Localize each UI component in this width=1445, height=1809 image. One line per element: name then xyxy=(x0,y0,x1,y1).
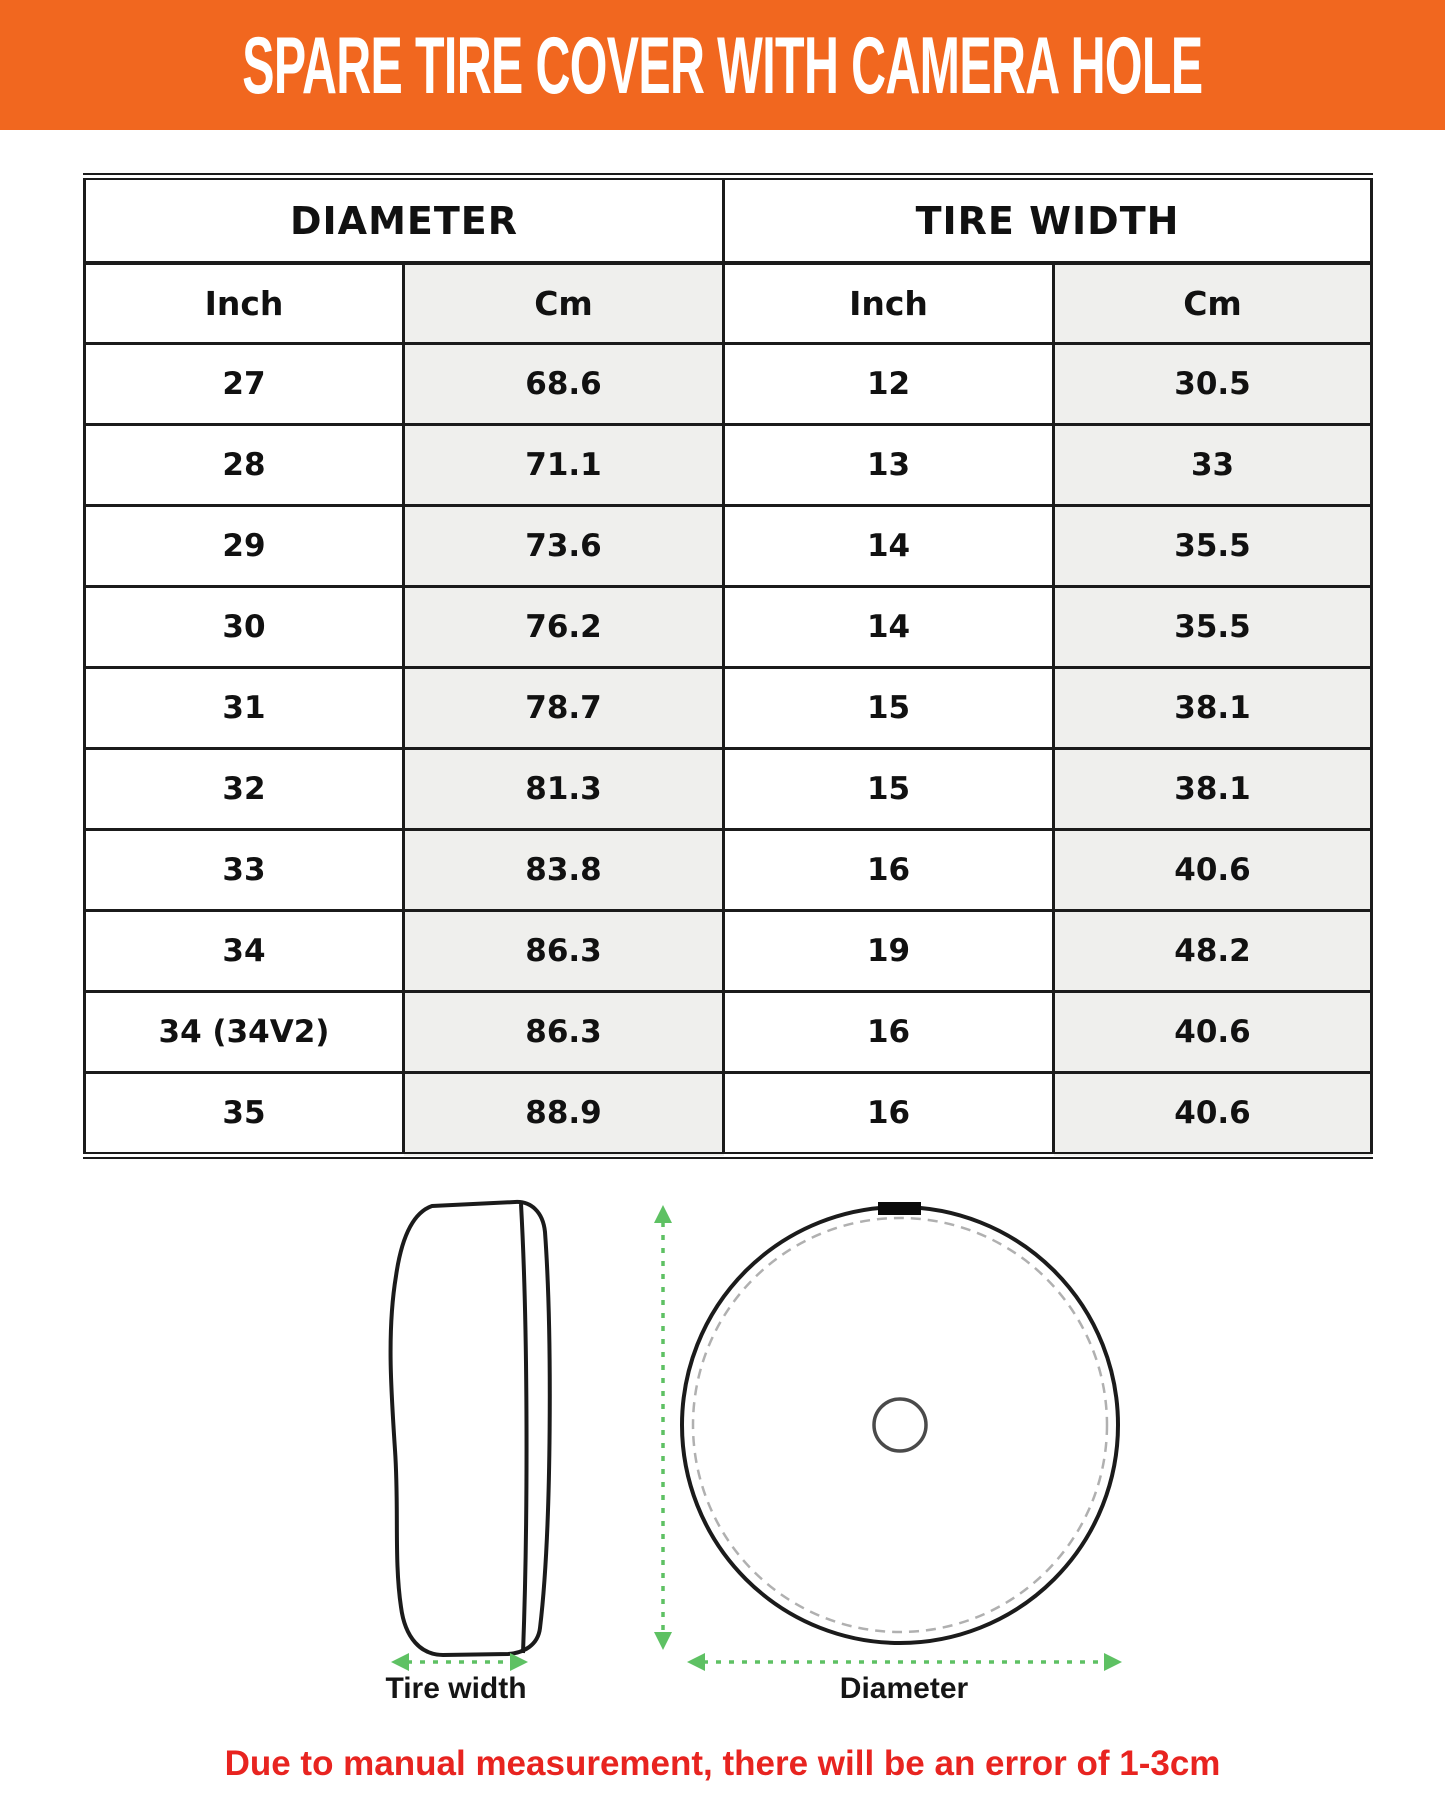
width-cm-cell: 40.6 xyxy=(1054,992,1372,1073)
width-inch-cell: 13 xyxy=(724,425,1054,506)
width-cm-cell: 40.6 xyxy=(1054,830,1372,911)
column-header-diameter-inch: Inch xyxy=(85,263,404,344)
column-header-diameter-cm: Cm xyxy=(404,263,724,344)
diameter-cm-cell: 86.3 xyxy=(404,992,724,1073)
width-inch-cell: 14 xyxy=(724,587,1054,668)
width-inch-cell: 16 xyxy=(724,830,1054,911)
disclaimer-text: Due to manual measurement, there will be an error of 1-3cm xyxy=(224,1744,1221,1783)
diameter-inch-cell: 31 xyxy=(85,668,404,749)
width-inch-cell: 14 xyxy=(724,506,1054,587)
diameter-cm-cell: 68.6 xyxy=(404,344,724,425)
diameter-cm-cell: 71.1 xyxy=(404,425,724,506)
top-marker xyxy=(878,1202,921,1215)
camera-hole xyxy=(874,1399,926,1451)
diameter-cm-cell: 73.6 xyxy=(404,506,724,587)
diameter-label: Diameter xyxy=(839,1672,969,1705)
width-inch-cell: 19 xyxy=(724,911,1054,992)
diameter-header: DIAMETER xyxy=(85,177,724,264)
column-header-width-inch: Inch xyxy=(724,263,1054,344)
diameter-cm-cell: 88.9 xyxy=(404,1073,724,1156)
diameter-inch-cell: 34 xyxy=(85,911,404,992)
diameter-arrow-vertical xyxy=(654,1205,672,1650)
tire-width-label: Tire width xyxy=(385,1672,527,1705)
tire-width-header: TIRE WIDTH xyxy=(724,177,1372,264)
column-header-width-cm: Cm xyxy=(1054,263,1372,344)
diameter-cm-cell: 81.3 xyxy=(404,749,724,830)
width-cm-cell: 38.1 xyxy=(1054,749,1372,830)
diameter-inch-cell: 33 xyxy=(85,830,404,911)
width-cm-cell: 33 xyxy=(1054,425,1372,506)
width-cm-cell: 35.5 xyxy=(1054,506,1372,587)
page-title: SPARE TIRE COVER WITH CAMERA HOLE xyxy=(242,18,1203,111)
diameter-inch-cell: 35 xyxy=(85,1073,404,1156)
diameter-inch-cell: 34 (34V2) xyxy=(85,992,404,1073)
diameter-cm-cell: 86.3 xyxy=(404,911,724,992)
diameter-inch-cell: 32 xyxy=(85,749,404,830)
diameter-inch-cell: 27 xyxy=(85,344,404,425)
width-cm-cell: 35.5 xyxy=(1054,587,1372,668)
diameter-cm-cell: 76.2 xyxy=(404,587,724,668)
diameter-inch-cell: 29 xyxy=(85,506,404,587)
width-inch-cell: 15 xyxy=(724,668,1054,749)
width-cm-cell: 30.5 xyxy=(1054,344,1372,425)
diameter-inch-cell: 28 xyxy=(85,425,404,506)
width-inch-cell: 16 xyxy=(724,1073,1054,1156)
diameter-arrow-horizontal xyxy=(687,1653,1122,1671)
diameter-cm-cell: 83.8 xyxy=(404,830,724,911)
width-cm-cell: 38.1 xyxy=(1054,668,1372,749)
width-cm-cell: 40.6 xyxy=(1054,1073,1372,1156)
tire-front-view xyxy=(682,1202,1118,1643)
width-inch-cell: 12 xyxy=(724,344,1054,425)
width-cm-cell: 48.2 xyxy=(1054,911,1372,992)
diameter-cm-cell: 78.7 xyxy=(404,668,724,749)
width-inch-cell: 15 xyxy=(724,749,1054,830)
diameter-inch-cell: 30 xyxy=(85,587,404,668)
tire-side-view xyxy=(391,1202,550,1655)
width-inch-cell: 16 xyxy=(724,992,1054,1073)
